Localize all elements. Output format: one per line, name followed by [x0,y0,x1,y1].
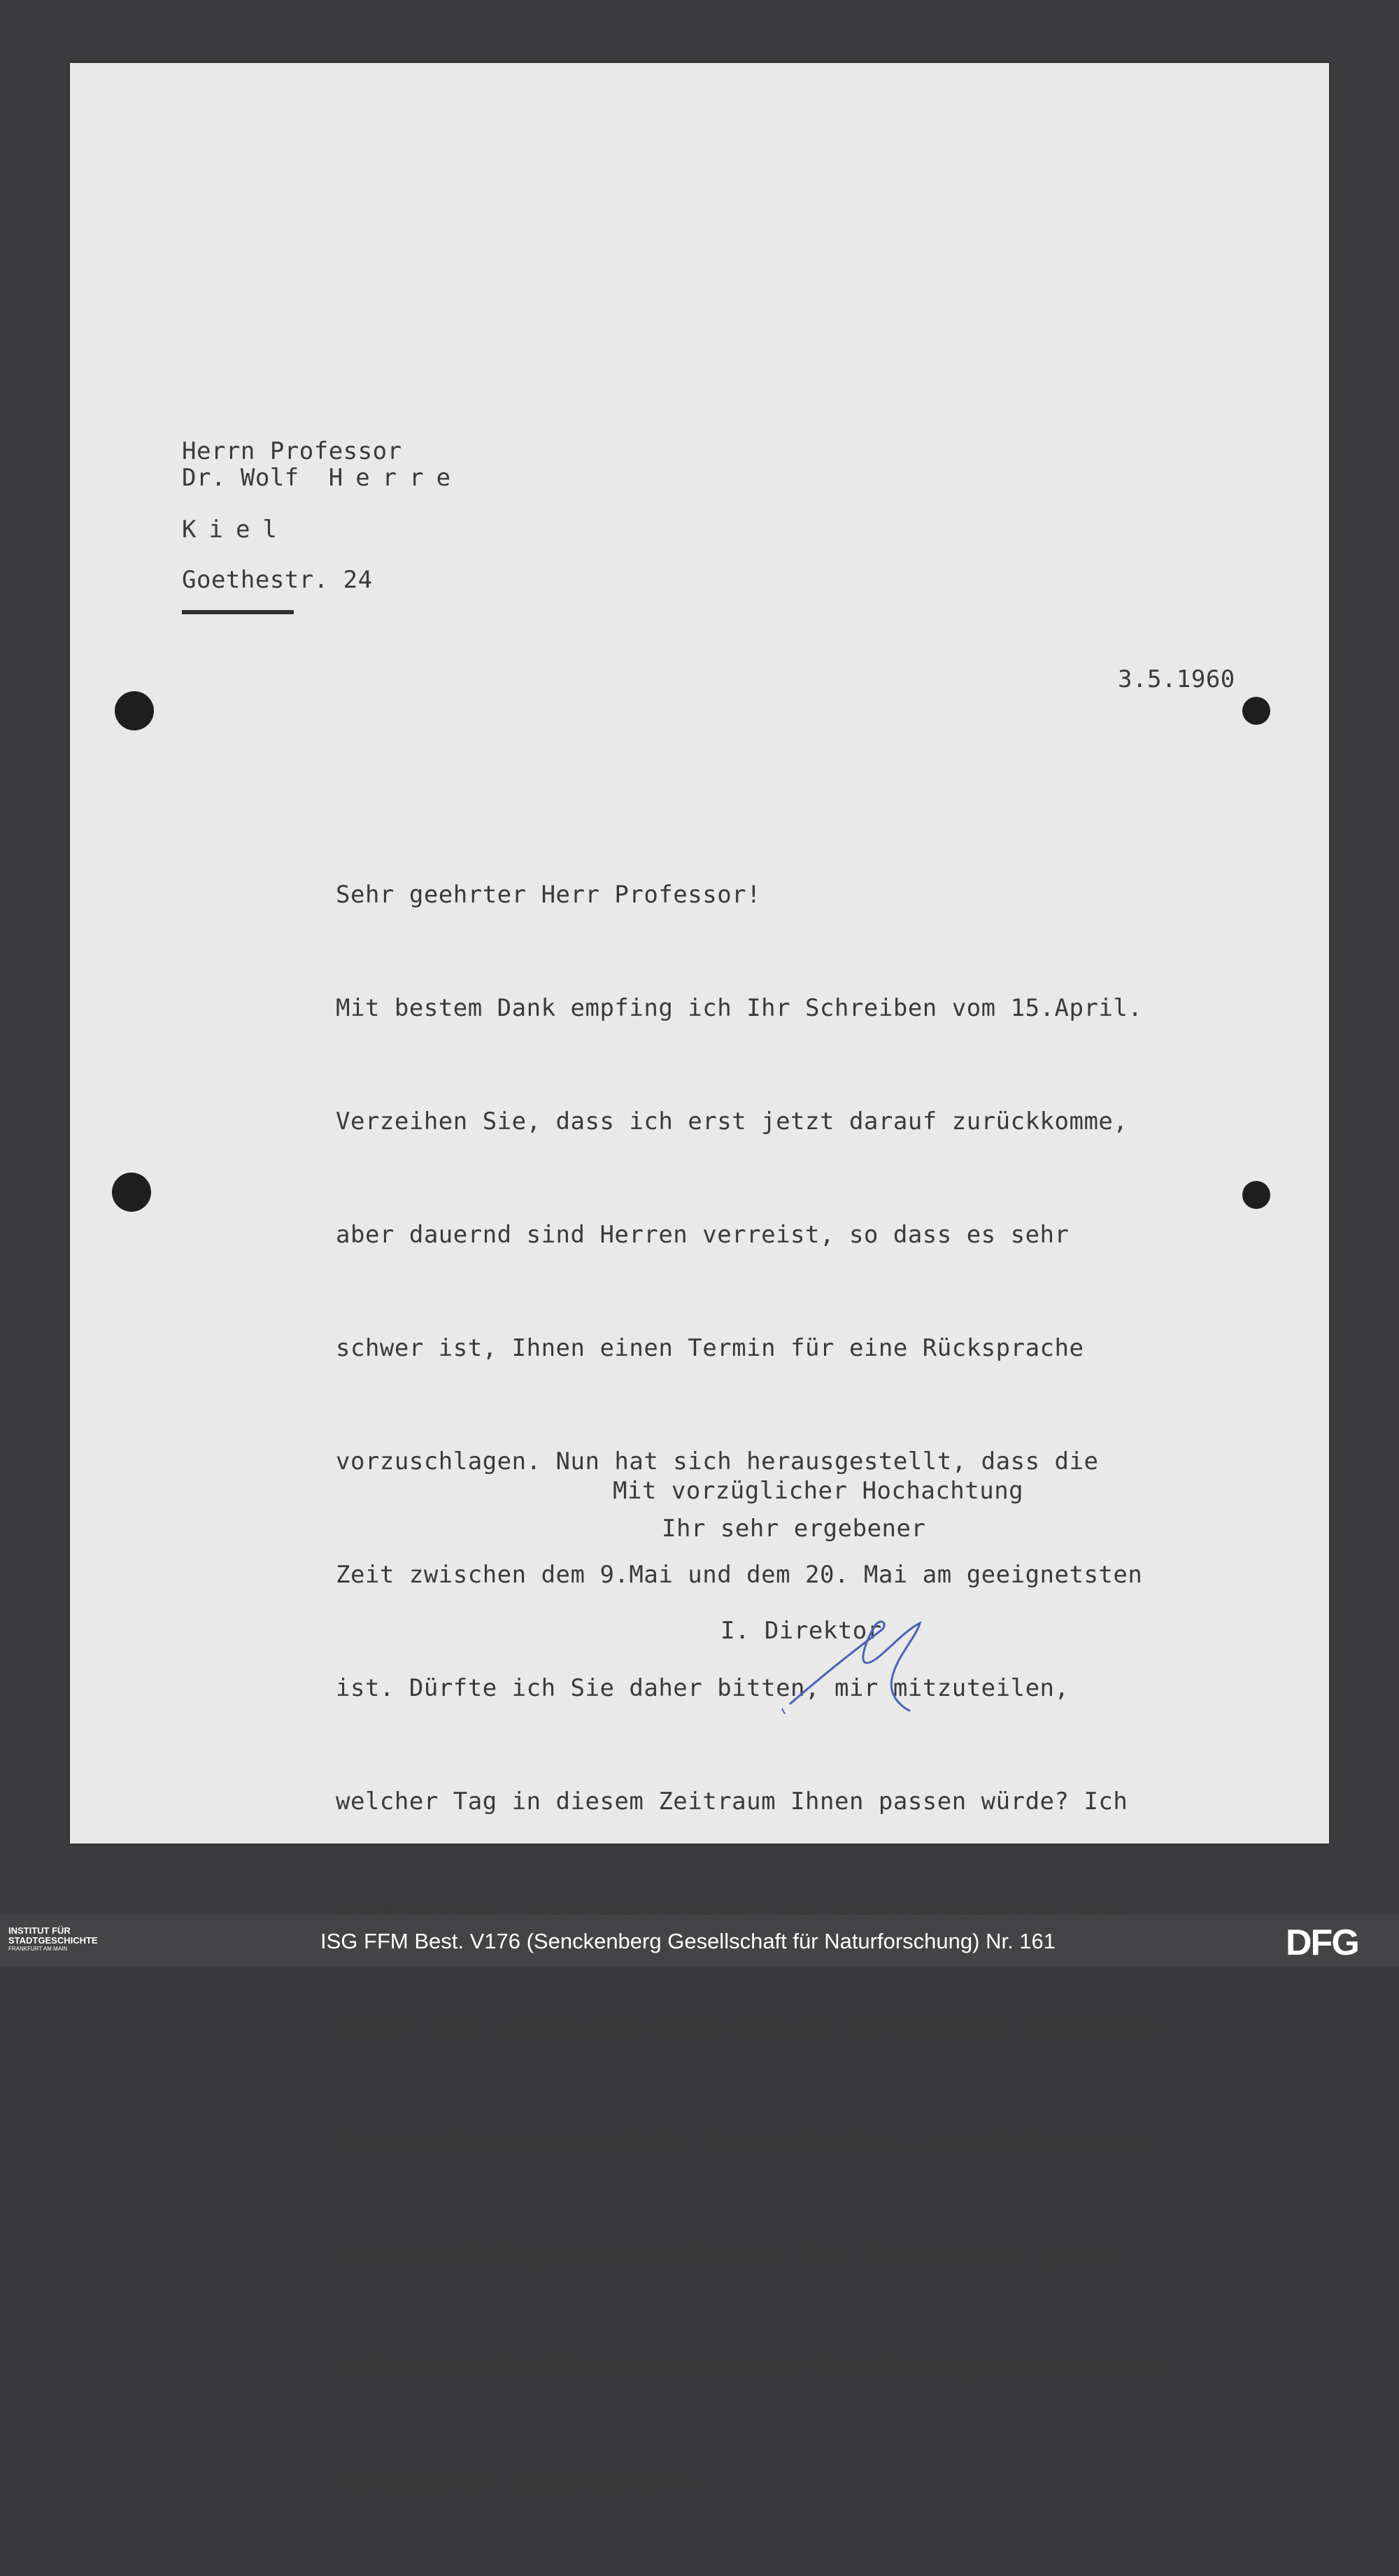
closing-line-1: Mit vorzüglicher Hochachtung [613,1477,1024,1505]
body-line: Mit bestem Dank empfing ich Ihr Schreiben vom 15.April. [336,994,1143,1022]
recipient-street: Goethestr. 24 [182,566,373,594]
handwritten-signature [776,1595,944,1714]
body-line: selbstverständlich zu Lasten der Senckenbergischen Natur- [336,2354,1172,2382]
city-underline [182,610,294,614]
dfg-logo: DFG [1286,1923,1358,1963]
signer-title: I. Direktor [720,1617,882,1645]
punch-hole [1242,697,1270,725]
body-line: welcher Tag in diesem Zeitraum Ihnen passen würde? Ich [336,1788,1128,1816]
letter-date: 3.5.1960 [1118,665,1235,693]
body-line: Herren abstimmen und mir dann erlauben, zu telefonieren [336,2128,1143,2156]
body-line: vorzuschlagen. Nun hat sich herausgestellt, dass die [336,1448,1099,1475]
recipient-city: Kiel [182,516,290,544]
salutation: Sehr geehrter Herr Professor! [336,881,762,909]
recipient-line-2 [182,459,463,497]
body-line: Zeit zwischen dem 9.Mai und dem 20. Mai am geeignetsten [336,1561,1143,1589]
letter-body [336,914,1172,2576]
body-line: forschenden Gesellschaft. [336,2468,703,2496]
institute-line-2: STADTGESCHICHTE [8,1935,98,1946]
closing-line-2: Ihr sehr ergebener [662,1515,926,1543]
archive-reference: ISG FFM Best. V176 (Senckenberg Gesellschaft für Naturforschung) Nr. 161 [320,1929,1056,1953]
recipient-title-name: Dr. Wolf [182,464,299,492]
archive-footer-bar [0,1915,1399,1967]
body-line: ist. Dürfte ich Sie daher bitten, mir mitzuteilen, [336,1674,1070,1702]
punch-hole [1242,1181,1270,1209]
punch-hole [115,691,154,730]
body-line: aber dauernd sind Herren verreist, so dass es sehr [336,1221,1070,1249]
body-line: schwer ist, Ihnen einen Termin für eine Rücksprache [336,1334,1084,1362]
institute-logo-text [8,1926,98,1953]
recipient-line-1: Herrn Professor [182,437,402,465]
recipient-surname: Herre [328,464,464,492]
body-line: Verzeihen Sie, dass ich erst jetzt darauf zurückkomme, [336,1107,1128,1135]
punch-hole [112,1173,151,1212]
body-line: oder ein Telegramm zu schicken. Die Reisespesen gehen [336,2241,1114,2269]
body-line: sehen. Ich würde dann hier mit den in Betracht kommenden [336,2014,1158,2042]
institute-line-3: FRANKFURT AM MAIN [8,1946,68,1952]
institute-line-1: INSTITUT FÜR [8,1925,71,1936]
